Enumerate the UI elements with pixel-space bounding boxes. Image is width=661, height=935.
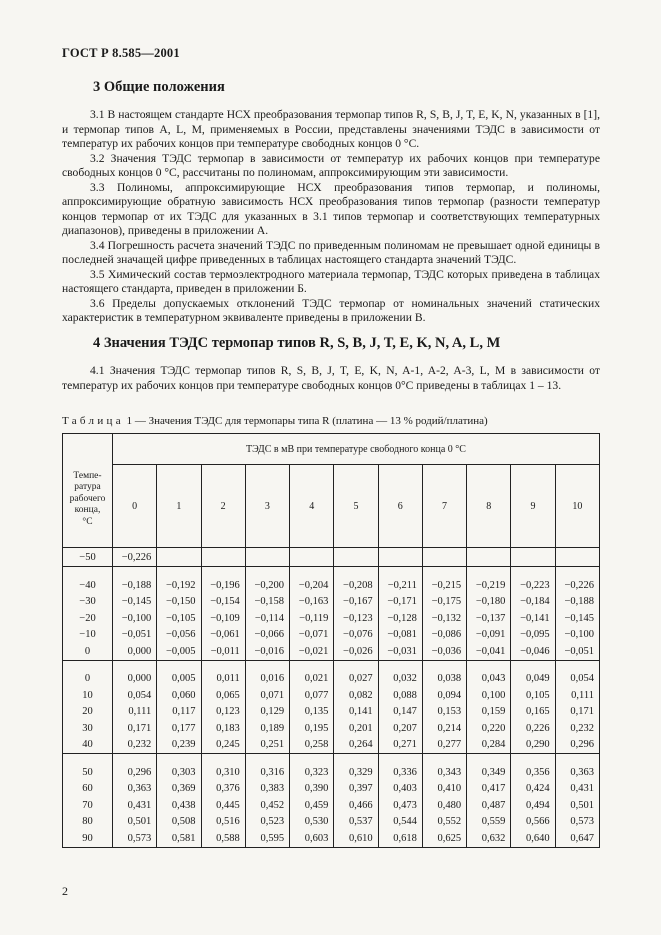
table-row [63,548,600,567]
emf-value-cell: 0,071 [245,687,289,704]
emf-value-cell: 0,171 [113,720,157,737]
emf-value-cell [378,548,422,567]
section-3-body [62,108,600,326]
temperature-cell: 60 [63,781,113,798]
emf-value-cell: 0,189 [245,720,289,737]
emf-value-cell: 0,573 [555,814,599,831]
temperature-cell: 40 [63,737,113,754]
emf-value-cell: 0,129 [245,704,289,721]
paragraph-3-3: 3.3 Полиномы, аппроксимирующие НСХ преобразования типов термопар, и полиномы, аппроксимирующие обратную зависимость НСХ преобразования типов термопар (разности температур концов термопар от их ТЭДС для указанных в 3.1 типов термопар и соответствующих температурных диапазонов), приведены в приложении А. [62,180,600,237]
emf-value-cell: 0,303 [157,764,201,781]
spacer-cell [422,567,466,578]
temperature-column-header [63,434,113,548]
emf-value-cell: 0,343 [422,764,466,781]
emf-value-cell: −0,036 [422,643,466,660]
emf-value-cell: 0,296 [113,764,157,781]
emf-value-cell: 0,177 [157,720,201,737]
emf-value-cell: 0,508 [157,814,201,831]
temperature-cell: −50 [63,548,113,567]
column-header: 7 [422,465,466,548]
emf-value-cell: 0,487 [467,797,511,814]
emf-value-cell: −0,123 [334,610,378,627]
emf-value-cell: −0,031 [378,643,422,660]
group-spacer [63,660,600,671]
emf-value-cell: 0,207 [378,720,422,737]
emf-value-cell: 0,480 [422,797,466,814]
emf-value-cell: 0,530 [290,814,334,831]
emf-value-cell: −0,076 [334,627,378,644]
emf-value-cell: −0,011 [201,643,245,660]
emf-value-cell: −0,109 [201,610,245,627]
emf-value-cell: 0,258 [290,737,334,754]
group-spacer [63,754,600,765]
spacer-cell [334,754,378,765]
emf-value-cell: −0,056 [157,627,201,644]
spacer-cell [555,754,599,765]
spacer-cell [201,567,245,578]
emf-value-cell: 0,214 [422,720,466,737]
emf-value-cell: 0,195 [290,720,334,737]
temperature-cell: 90 [63,830,113,847]
emf-value-cell: 0,043 [467,671,511,688]
emf-value-cell: −0,223 [511,577,555,594]
spacer-cell [63,567,113,578]
emf-value-cell: −0,188 [113,577,157,594]
emf-value-cell: −0,188 [555,594,599,611]
emf-value-cell: −0,100 [555,627,599,644]
emf-value-cell: −0,163 [290,594,334,611]
temperature-cell: 0 [63,643,113,660]
emf-value-cell: 0,232 [555,720,599,737]
emf-value-cell: 0,618 [378,830,422,847]
emf-value-cell: 0,466 [334,797,378,814]
emf-value-cell: −0,200 [245,577,289,594]
emf-value-cell: 0,088 [378,687,422,704]
emf-value-cell: −0,046 [511,643,555,660]
emf-value-cell: −0,061 [201,627,245,644]
temperature-cell: 80 [63,814,113,831]
temperature-cell: 10 [63,687,113,704]
table-caption-text: 1 — Значения ТЭДС для термопары типа R (платина — 13 % родий/платина) [126,415,488,427]
spacer-cell [290,660,334,671]
table-row [63,830,600,847]
spacer-cell [378,567,422,578]
emf-value-cell: 0,459 [290,797,334,814]
emf-value-cell: −0,226 [113,548,157,567]
emf-value-cell: 0,077 [290,687,334,704]
emf-value-cell: 0,147 [378,704,422,721]
table-row [63,814,600,831]
emf-value-cell: 0,005 [157,671,201,688]
stub-header-line: °С [82,516,93,527]
emf-value-cell: −0,175 [422,594,466,611]
emf-value-cell: 0,027 [334,671,378,688]
emf-value-cell: −0,005 [157,643,201,660]
emf-value-cell: −0,137 [467,610,511,627]
column-header: 4 [290,465,334,548]
temperature-cell: −10 [63,627,113,644]
table-row [63,627,600,644]
emf-value-cell: −0,105 [157,610,201,627]
column-header: 2 [201,465,245,548]
spacer-cell [245,660,289,671]
spacer-cell [422,660,466,671]
emf-value-cell: 0,438 [157,797,201,814]
emf-value-cell: 0,105 [511,687,555,704]
table-row [63,764,600,781]
table-row [63,781,600,798]
emf-value-cell: −0,184 [511,594,555,611]
temperature-cell: −30 [63,594,113,611]
emf-value-cell: 0,094 [422,687,466,704]
emf-value-cell: 0,290 [511,737,555,754]
emf-value-cell: 0,501 [113,814,157,831]
emf-table [62,433,600,848]
emf-value-cell: −0,095 [511,627,555,644]
spacer-cell [334,567,378,578]
emf-value-cell: −0,204 [290,577,334,594]
table-caption-word: Таблица [62,415,124,427]
emf-value-cell: 0,271 [378,737,422,754]
emf-value-cell: −0,081 [378,627,422,644]
emf-value-cell: −0,145 [113,594,157,611]
section-3-title: 3 Общие положения [93,79,225,95]
document-code: ГОСТ Р 8.585—2001 [62,46,180,60]
emf-value-cell: 0,220 [467,720,511,737]
spacer-cell [511,660,555,671]
emf-value-cell: −0,208 [334,577,378,594]
emf-value-cell: −0,171 [378,594,422,611]
emf-value-cell: −0,091 [467,627,511,644]
emf-value-cell [157,548,201,567]
emf-value-cell: −0,158 [245,594,289,611]
table-body [63,548,600,848]
spacer-cell [555,660,599,671]
emf-value-cell: −0,100 [113,610,157,627]
emf-value-cell: 0,277 [422,737,466,754]
column-header: 8 [467,465,511,548]
emf-value-cell: 0,537 [334,814,378,831]
paragraph-3-2: 3.2 Значения ТЭДС термопар в зависимости от температур их рабочих концов при температуре свободных концов 0 °С, рассчитаны по полиномам, аппроксимирующим эти зависимости. [62,151,600,179]
table-row [63,687,600,704]
emf-value-cell: 0,171 [555,704,599,721]
emf-value-cell: 0,159 [467,704,511,721]
emf-value-cell: 0,356 [511,764,555,781]
temperature-cell: 70 [63,797,113,814]
table-row [63,797,600,814]
emf-value-cell: 0,369 [157,781,201,798]
emf-value-cell: 0,021 [290,671,334,688]
table-row [63,737,600,754]
emf-value-cell: −0,196 [201,577,245,594]
emf-value-cell: 0,625 [422,830,466,847]
emf-value-cell [422,548,466,567]
paragraph-4-1: 4.1 Значения ТЭДС термопар типов R, S, B, J, T, E, K, N, A-1, A-2, A-3, L, M в зависимости от температур их рабочих концов при температуре свободных концов 0°С приведены в таблицах 1 – 13. [62,364,600,392]
emf-value-cell: 0,559 [467,814,511,831]
emf-value-cell: 0,060 [157,687,201,704]
column-header-row [63,465,600,548]
spacer-cell [467,754,511,765]
emf-value-cell: 0,376 [201,781,245,798]
emf-value-cell [245,548,289,567]
spacer-cell [113,754,157,765]
temperature-cell: 50 [63,764,113,781]
emf-value-cell: −0,114 [245,610,289,627]
emf-value-cell: −0,150 [157,594,201,611]
emf-value-cell: 0,516 [201,814,245,831]
spacer-cell [63,660,113,671]
spacer-cell [467,567,511,578]
emf-value-cell: 0,544 [378,814,422,831]
emf-value-cell: 0,603 [290,830,334,847]
emf-value-cell: 0,000 [113,643,157,660]
spacer-cell [113,567,157,578]
table-row [63,704,600,721]
table-row [63,671,600,688]
emf-value-cell: 0,403 [378,781,422,798]
temperature-cell: 0 [63,671,113,688]
table-row [63,577,600,594]
emf-value-cell: 0,065 [201,687,245,704]
spacer-cell [555,567,599,578]
column-header: 3 [245,465,289,548]
column-header: 10 [555,465,599,548]
emf-value-cell: 0,153 [422,704,466,721]
emf-value-cell: 0,264 [334,737,378,754]
emf-value-cell: −0,128 [378,610,422,627]
emf-value-cell [334,548,378,567]
stub-header-line: Темпе- [73,470,102,481]
column-header: 1 [157,465,201,548]
emf-value-cell: −0,119 [290,610,334,627]
spacer-cell [334,660,378,671]
emf-value-cell: −0,071 [290,627,334,644]
emf-value-cell: 0,032 [378,671,422,688]
spacer-cell [245,754,289,765]
emf-value-cell: 0,310 [201,764,245,781]
table-row [63,610,600,627]
emf-value-cell: 0,588 [201,830,245,847]
emf-value-cell: −0,167 [334,594,378,611]
emf-value-cell: 0,581 [157,830,201,847]
emf-value-cell [290,548,334,567]
emf-value-cell: −0,145 [555,610,599,627]
emf-value-cell: 0,016 [245,671,289,688]
emf-value-cell: −0,051 [113,627,157,644]
spacer-cell [157,567,201,578]
section-4-body [62,364,600,393]
temperature-cell: −20 [63,610,113,627]
emf-value-cell: 0,296 [555,737,599,754]
emf-value-cell: 0,117 [157,704,201,721]
column-header: 9 [511,465,555,548]
emf-value-cell: 0,239 [157,737,201,754]
emf-value-cell: 0,049 [511,671,555,688]
emf-value-cell: 0,552 [422,814,466,831]
spacer-cell [290,567,334,578]
emf-value-cell: 0,135 [290,704,334,721]
paragraph-3-4: 3.4 Погрешность расчета значений ТЭДС по приведенным полиномам не превышает одной единицы в последней значащей цифре приведенных в таблицах настоящего стандарта значений ТЭДС. [62,238,600,266]
emf-value-cell: 0,054 [113,687,157,704]
emf-value-cell: 0,566 [511,814,555,831]
emf-value-cell: 0,473 [378,797,422,814]
emf-value-cell: 0,054 [555,671,599,688]
emf-value-cell: 0,383 [245,781,289,798]
spacer-cell [467,660,511,671]
emf-value-cell [201,548,245,567]
emf-value-cell: −0,026 [334,643,378,660]
emf-value-cell: −0,215 [422,577,466,594]
emf-value-cell: 0,183 [201,720,245,737]
emf-value-cell: 0,494 [511,797,555,814]
emf-value-cell: 0,647 [555,830,599,847]
emf-value-cell: 0,640 [511,830,555,847]
spacer-cell [378,660,422,671]
emf-value-cell: 0,336 [378,764,422,781]
paragraph-3-1: 3.1 В настоящем стандарте НСХ преобразования термопар типов R, S, B, J, T, E, K, N, указанных в [1], и термопар типов A, L, M, применяемых в России, представлены значениями ТЭДС в зависимости от температур их рабочих концов при температуре свободных концов 0 °С. [62,108,600,150]
emf-value-cell: −0,051 [555,643,599,660]
emf-value-cell: 0,390 [290,781,334,798]
spacer-cell [157,660,201,671]
emf-value-cell: 0,573 [113,830,157,847]
temperature-cell: 20 [63,704,113,721]
emf-value-cell: 0,284 [467,737,511,754]
emf-value-cell: −0,141 [511,610,555,627]
spacer-cell [113,660,157,671]
emf-value-cell: 0,141 [334,704,378,721]
paragraph-3-6: 3.6 Пределы допускаемых отклонений ТЭДС термопар от номинальных значений статических характеристик в температурном эквиваленте приведены в приложении В. [62,296,600,324]
emf-value-cell: 0,431 [555,781,599,798]
emf-value-cell: −0,041 [467,643,511,660]
emf-value-cell: −0,226 [555,577,599,594]
emf-value-cell: 0,000 [113,671,157,688]
emf-value-cell: 0,595 [245,830,289,847]
spacer-cell [201,754,245,765]
spacer-cell [511,754,555,765]
emf-value-cell: −0,219 [467,577,511,594]
emf-value-cell: 0,329 [334,764,378,781]
emf-value-cell: 0,410 [422,781,466,798]
spacer-cell [63,754,113,765]
temperature-cell: 30 [63,720,113,737]
emf-value-cell: 0,316 [245,764,289,781]
emf-value-cell: 0,445 [201,797,245,814]
spacer-cell [511,567,555,578]
emf-value-cell: 0,082 [334,687,378,704]
temperature-cell: −40 [63,577,113,594]
emf-value-cell: −0,192 [157,577,201,594]
table-row [63,643,600,660]
emf-value-cell: 0,632 [467,830,511,847]
emf-value-cell: 0,201 [334,720,378,737]
emf-value-cell: 0,424 [511,781,555,798]
emf-value-cell: 0,111 [555,687,599,704]
emf-value-cell: 0,363 [113,781,157,798]
page-number: 2 [62,884,68,898]
emf-value-cell: −0,021 [290,643,334,660]
emf-value-cell: 0,349 [467,764,511,781]
table-row [63,594,600,611]
emf-value-cell: 0,323 [290,764,334,781]
emf-value-cell [555,548,599,567]
emf-value-cell [511,548,555,567]
emf-value-cell: 0,245 [201,737,245,754]
column-header: 5 [334,465,378,548]
paragraph-3-5: 3.5 Химический состав термоэлектродного материала термопар, ТЭДС которых приведена в таблицах настоящего стандарта, приведен в приложении Б. [62,267,600,295]
stub-header-line: рабочего [69,493,106,504]
emf-value-cell: 0,123 [201,704,245,721]
emf-value-cell [467,548,511,567]
emf-value-cell: 0,610 [334,830,378,847]
emf-value-cell: 0,251 [245,737,289,754]
emf-value-cell: −0,016 [245,643,289,660]
section-4-title: 4 Значения ТЭДС термопар типов R, S, B, J, T, E, K, N, A, L, M [93,335,501,351]
spacer-cell [378,754,422,765]
emf-value-cell: −0,211 [378,577,422,594]
column-header: 6 [378,465,422,548]
emf-value-cell: 0,397 [334,781,378,798]
emf-value-cell: −0,086 [422,627,466,644]
emf-value-cell: −0,066 [245,627,289,644]
emf-value-cell: 0,452 [245,797,289,814]
emf-value-cell: 0,011 [201,671,245,688]
emf-value-cell: 0,100 [467,687,511,704]
table-caption [62,415,488,427]
emf-value-cell: 0,165 [511,704,555,721]
spacer-cell [422,754,466,765]
stub-header-line: конца, [74,505,101,516]
emf-value-cell: −0,154 [201,594,245,611]
emf-value-cell: 0,226 [511,720,555,737]
table-row [63,720,600,737]
emf-group-header: ТЭДС в мВ при температуре свободного конца 0 °С [113,434,600,465]
emf-value-cell: 0,523 [245,814,289,831]
emf-value-cell: 0,417 [467,781,511,798]
spacer-cell [201,660,245,671]
emf-value-cell: 0,232 [113,737,157,754]
emf-value-cell: −0,132 [422,610,466,627]
emf-value-cell: 0,501 [555,797,599,814]
emf-value-cell: 0,038 [422,671,466,688]
group-spacer [63,567,600,578]
column-header: 0 [113,465,157,548]
emf-value-cell: −0,180 [467,594,511,611]
spacer-cell [290,754,334,765]
spacer-cell [245,567,289,578]
emf-value-cell: 0,431 [113,797,157,814]
emf-value-cell: 0,111 [113,704,157,721]
spacer-cell [157,754,201,765]
emf-value-cell: 0,363 [555,764,599,781]
stub-header-line: ратура [74,482,101,493]
